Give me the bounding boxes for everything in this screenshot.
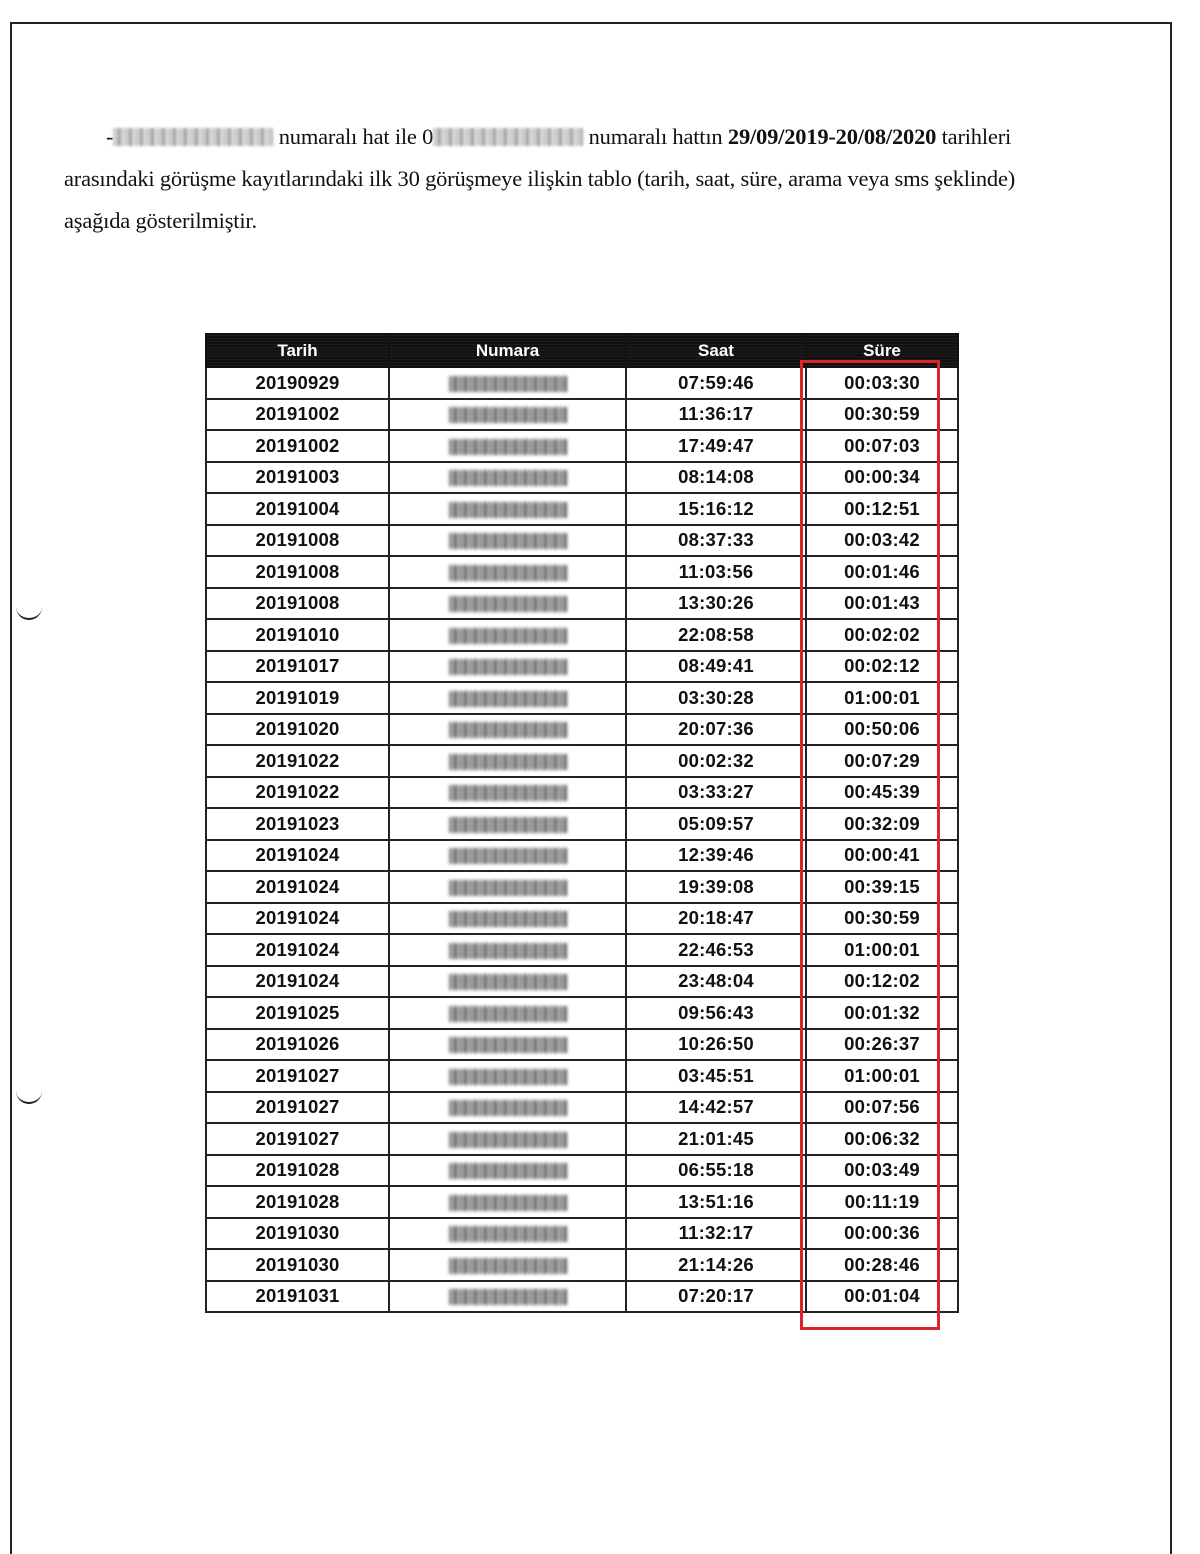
cell-time: 23:48:04: [626, 966, 806, 998]
table-row: [206, 682, 958, 714]
cell-time: 14:42:57: [626, 1092, 806, 1124]
table-header-row: [206, 334, 958, 367]
cell-duration: 00:12:02: [806, 966, 958, 998]
cell-date: 20191028: [206, 1186, 389, 1218]
cell-date: 20191003: [206, 462, 389, 494]
cell-date: 20191027: [206, 1060, 389, 1092]
cell-date: 20191019: [206, 682, 389, 714]
paragraph-text-1: numaralı hat ile 0: [273, 124, 434, 149]
cell-duration: 00:07:29: [806, 745, 958, 777]
cell-duration: 00:32:09: [806, 808, 958, 840]
redacted-number: [449, 1069, 567, 1085]
table-row: [206, 745, 958, 777]
redacted-number: [449, 659, 567, 675]
call-records-table: [205, 333, 959, 1313]
table-row: [206, 1186, 958, 1218]
redacted-number: [449, 943, 567, 959]
cell-date: 20191030: [206, 1249, 389, 1281]
table-row: [206, 556, 958, 588]
table-row: [206, 1249, 958, 1281]
table-row: [206, 525, 958, 557]
intro-paragraph: [64, 116, 1074, 242]
cell-date: 20191002: [206, 399, 389, 431]
cell-date: 20191028: [206, 1155, 389, 1187]
cell-time: 20:18:47: [626, 903, 806, 935]
cell-time: 10:26:50: [626, 1029, 806, 1061]
redacted-number: [449, 1100, 567, 1116]
cell-time: 08:37:33: [626, 525, 806, 557]
table-row: [206, 588, 958, 620]
cell-duration: 00:39:15: [806, 871, 958, 903]
cell-time: 17:49:47: [626, 430, 806, 462]
cell-duration: 00:00:36: [806, 1218, 958, 1250]
cell-time: 08:14:08: [626, 462, 806, 494]
cell-time: 07:20:17: [626, 1281, 806, 1313]
table-row: [206, 651, 958, 683]
cell-duration: 00:12:51: [806, 493, 958, 525]
cell-time: 22:08:58: [626, 619, 806, 651]
table-row: [206, 997, 958, 1029]
cell-number: [389, 588, 626, 620]
cell-date: 20191024: [206, 840, 389, 872]
cell-date: 20191024: [206, 871, 389, 903]
redacted-number: [449, 1163, 567, 1179]
cell-time: 22:46:53: [626, 934, 806, 966]
cell-duration: 00:00:34: [806, 462, 958, 494]
cell-date: 20191023: [206, 808, 389, 840]
table-row: [206, 1218, 958, 1250]
redacted-number: [449, 880, 567, 896]
cell-number: [389, 871, 626, 903]
cell-time: 13:30:26: [626, 588, 806, 620]
cell-date: 20191024: [206, 903, 389, 935]
redacted-number: [449, 691, 567, 707]
table-row: [206, 903, 958, 935]
paragraph-date-range: 29/09/2019-20/08/2020: [727, 124, 937, 149]
cell-number: [389, 462, 626, 494]
cell-duration: 00:28:46: [806, 1249, 958, 1281]
cell-duration: 00:50:06: [806, 714, 958, 746]
cell-duration: 01:00:01: [806, 682, 958, 714]
redacted-number: [449, 1226, 567, 1242]
cell-date: 20191008: [206, 525, 389, 557]
cell-number: [389, 1218, 626, 1250]
cell-duration: 00:03:42: [806, 525, 958, 557]
cell-number: [389, 430, 626, 462]
table-row: [206, 430, 958, 462]
cell-date: 20191020: [206, 714, 389, 746]
table-row: [206, 871, 958, 903]
cell-duration: 00:03:30: [806, 367, 958, 399]
cell-time: 08:49:41: [626, 651, 806, 683]
cell-date: 20191004: [206, 493, 389, 525]
cell-number: [389, 493, 626, 525]
redacted-number: [449, 785, 567, 801]
cell-number: [389, 1281, 626, 1313]
cell-duration: 00:30:59: [806, 399, 958, 431]
cell-duration: 00:11:19: [806, 1186, 958, 1218]
cell-date: 20191017: [206, 651, 389, 683]
cell-number: [389, 745, 626, 777]
table-row: [206, 840, 958, 872]
table-row: [206, 493, 958, 525]
paragraph-text-3: tarihleri arasındaki görüşme kayıtlarındaki ilk 30 görüşmeye ilişkin tablo (tarih, saat, süre, arama veya sms şeklinde) aşağıda gösterilmiştir.: [64, 124, 1016, 233]
redacted-number: [449, 817, 567, 833]
redacted-number: [449, 407, 567, 423]
redacted-number: [449, 439, 567, 455]
cell-time: 07:59:46: [626, 367, 806, 399]
cell-number: [389, 714, 626, 746]
cell-duration: 00:30:59: [806, 903, 958, 935]
cell-time: 20:07:36: [626, 714, 806, 746]
cell-time: 05:09:57: [626, 808, 806, 840]
table-row: [206, 934, 958, 966]
cell-time: 21:01:45: [626, 1123, 806, 1155]
redacted-number: [449, 470, 567, 486]
cell-number: [389, 997, 626, 1029]
header-saat: Saat: [626, 334, 806, 367]
redacted-number: [449, 502, 567, 518]
cell-number: [389, 556, 626, 588]
cell-duration: 00:06:32: [806, 1123, 958, 1155]
paragraph-dash: -: [106, 124, 114, 149]
cell-time: 11:36:17: [626, 399, 806, 431]
table-row: [206, 367, 958, 399]
cell-time: 21:14:26: [626, 1249, 806, 1281]
cell-time: 09:56:43: [626, 997, 806, 1029]
cell-time: 13:51:16: [626, 1186, 806, 1218]
cell-number: [389, 1029, 626, 1061]
cell-date: 20191024: [206, 934, 389, 966]
cell-number: [389, 1092, 626, 1124]
cell-date: 20191024: [206, 966, 389, 998]
redacted-number: [449, 974, 567, 990]
cell-duration: 01:00:01: [806, 1060, 958, 1092]
cell-date: 20191027: [206, 1092, 389, 1124]
redacted-number: [449, 1132, 567, 1148]
cell-date: 20191002: [206, 430, 389, 462]
table-row: [206, 462, 958, 494]
cell-time: 12:39:46: [626, 840, 806, 872]
cell-number: [389, 903, 626, 935]
cell-duration: 00:01:46: [806, 556, 958, 588]
table-row: [206, 714, 958, 746]
cell-number: [389, 651, 626, 683]
table-row: [206, 1281, 958, 1313]
redacted-number: [449, 754, 567, 770]
cell-number: [389, 1123, 626, 1155]
header-sure: Süre: [806, 334, 958, 367]
cell-duration: 00:01:32: [806, 997, 958, 1029]
table-row: [206, 619, 958, 651]
cell-duration: 00:00:41: [806, 840, 958, 872]
cell-date: 20191022: [206, 777, 389, 809]
table-row: [206, 966, 958, 998]
redacted-number: [449, 1258, 567, 1274]
redacted-number: [449, 911, 567, 927]
cell-time: 00:02:32: [626, 745, 806, 777]
cell-duration: 00:07:56: [806, 1092, 958, 1124]
cell-number: [389, 1155, 626, 1187]
cell-duration: 01:00:01: [806, 934, 958, 966]
cell-time: 03:30:28: [626, 682, 806, 714]
cell-date: 20191031: [206, 1281, 389, 1313]
cell-time: 06:55:18: [626, 1155, 806, 1187]
cell-number: [389, 966, 626, 998]
redacted-number: [449, 565, 567, 581]
redacted-number: [449, 1195, 567, 1211]
cell-date: 20191026: [206, 1029, 389, 1061]
cell-duration: 00:07:03: [806, 430, 958, 462]
cell-number: [389, 525, 626, 557]
cell-date: 20191008: [206, 556, 389, 588]
cell-duration: 00:26:37: [806, 1029, 958, 1061]
cell-duration: 00:01:04: [806, 1281, 958, 1313]
cell-number: [389, 399, 626, 431]
table-row: [206, 777, 958, 809]
redacted-number: [449, 1037, 567, 1053]
cell-number: [389, 682, 626, 714]
table-row: [206, 399, 958, 431]
cell-time: 19:39:08: [626, 871, 806, 903]
cell-duration: 00:03:49: [806, 1155, 958, 1187]
table-body: [206, 367, 958, 1312]
paragraph-text-2: numaralı hattın: [583, 124, 728, 149]
redacted-number: [449, 722, 567, 738]
redacted-number: [449, 533, 567, 549]
cell-number: [389, 808, 626, 840]
redacted-number: [449, 1289, 567, 1305]
cell-duration: 00:02:02: [806, 619, 958, 651]
table-row: [206, 1060, 958, 1092]
cell-date: 20191030: [206, 1218, 389, 1250]
header-numara: Numara: [389, 334, 626, 367]
table-row: [206, 1092, 958, 1124]
cell-duration: 00:01:43: [806, 588, 958, 620]
cell-number: [389, 367, 626, 399]
cell-date: 20191025: [206, 997, 389, 1029]
cell-number: [389, 619, 626, 651]
redacted-number: [449, 596, 567, 612]
cell-number: [389, 1060, 626, 1092]
cell-time: 03:45:51: [626, 1060, 806, 1092]
cell-time: 15:16:12: [626, 493, 806, 525]
cell-time: 11:32:17: [626, 1218, 806, 1250]
redacted-number: [449, 628, 567, 644]
cell-date: 20191010: [206, 619, 389, 651]
table-row: [206, 1029, 958, 1061]
cell-number: [389, 934, 626, 966]
table-row: [206, 1123, 958, 1155]
cell-date: 20191027: [206, 1123, 389, 1155]
cell-number: [389, 840, 626, 872]
redacted-phone-number-1: [113, 128, 273, 146]
table-row: [206, 1155, 958, 1187]
redacted-number: [449, 376, 567, 392]
cell-number: [389, 777, 626, 809]
cell-time: 03:33:27: [626, 777, 806, 809]
cell-duration: 00:45:39: [806, 777, 958, 809]
redacted-phone-number-2: [433, 128, 583, 146]
cell-date: 20191008: [206, 588, 389, 620]
cell-date: 20191022: [206, 745, 389, 777]
table-row: [206, 808, 958, 840]
cell-date: 20190929: [206, 367, 389, 399]
call-records-table-wrapper: [205, 333, 957, 1313]
cell-number: [389, 1186, 626, 1218]
cell-duration: 00:02:12: [806, 651, 958, 683]
header-tarih: Tarih: [206, 334, 389, 367]
cell-time: 11:03:56: [626, 556, 806, 588]
cell-number: [389, 1249, 626, 1281]
redacted-number: [449, 848, 567, 864]
redacted-number: [449, 1006, 567, 1022]
